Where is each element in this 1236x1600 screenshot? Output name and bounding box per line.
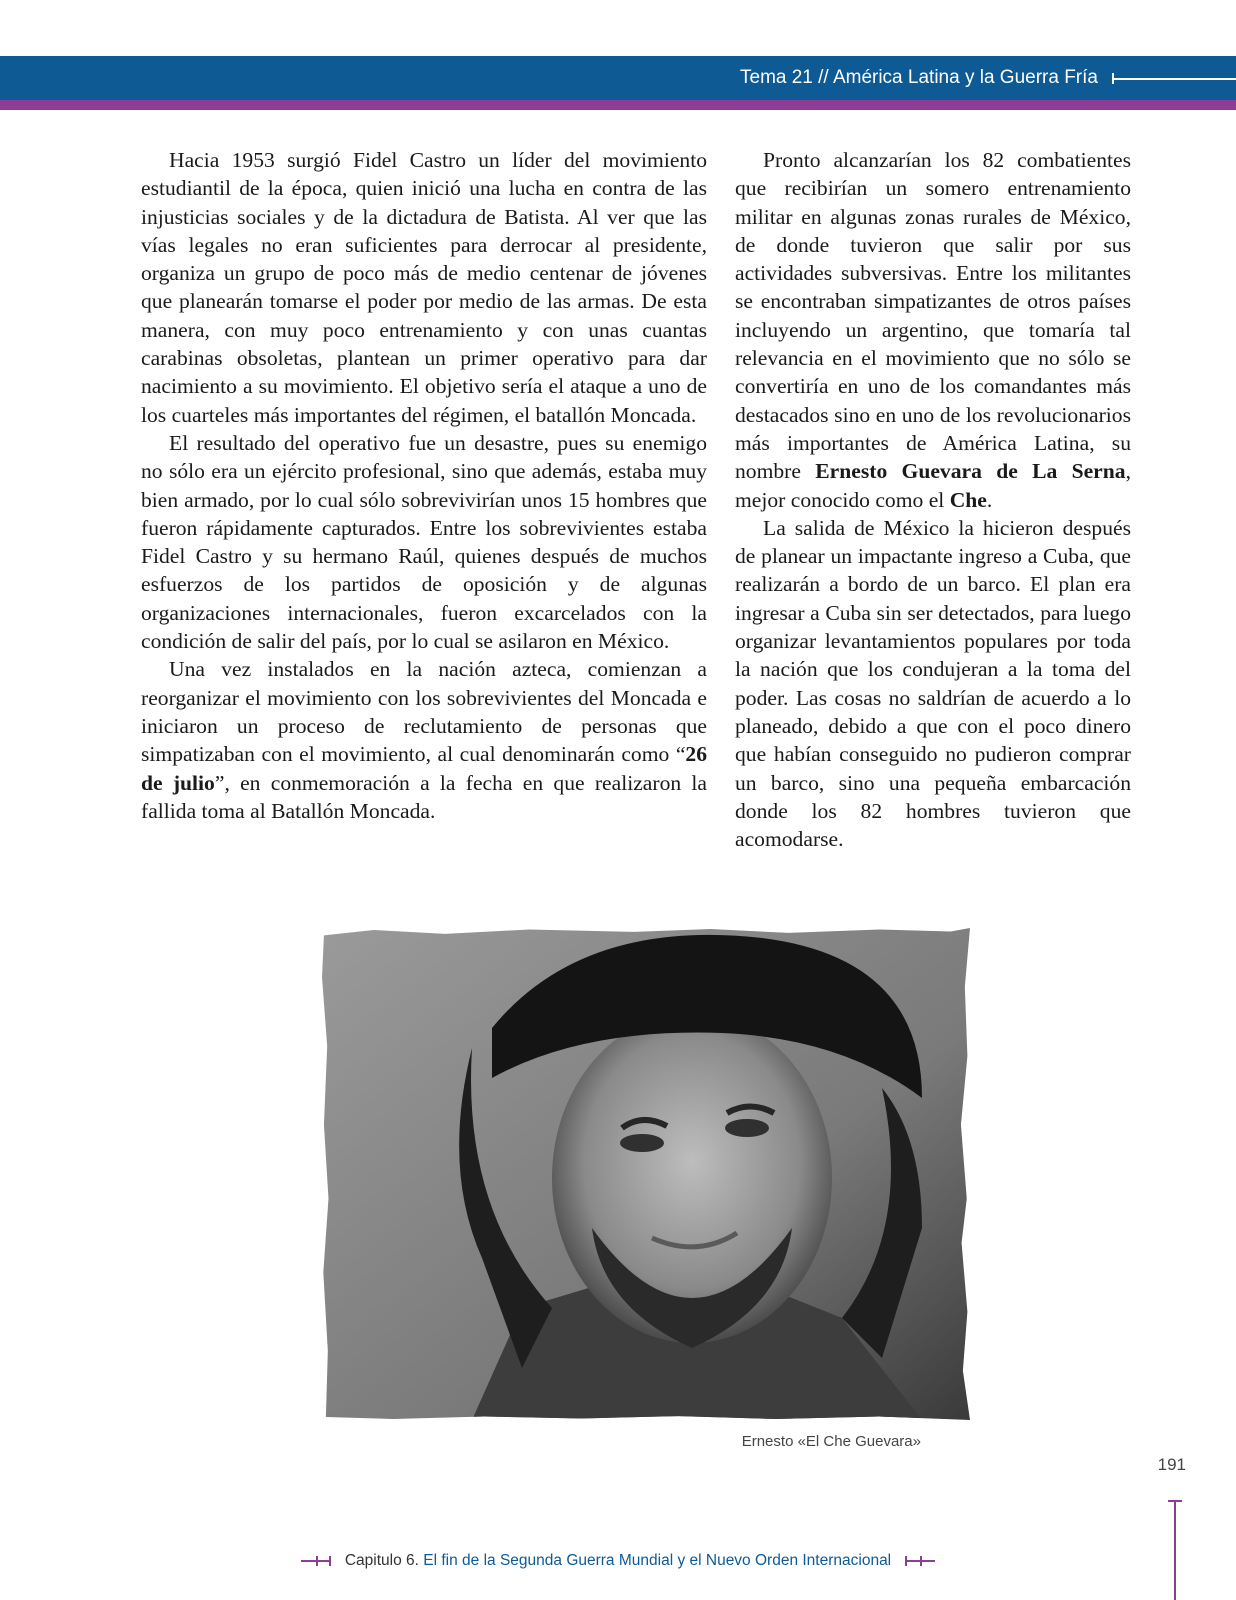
footer — [0, 1552, 1236, 1570]
photo-caption: Ernesto «El Che Guevara» — [741, 1433, 921, 1450]
bold-date: 26 de julio — [141, 742, 707, 795]
paragraph — [735, 514, 1131, 854]
paragraph-text: Hacia 1953 surgió Fidel Castro un líder del movimiento estudiantil de la época, quien inició una lucha en contra de las injusticias sociales y de la dictadura de Batista. Al ver que las vías legales no eran suficientes para derrocar al presidente, organiza un grupo de poco más de medio centenar de jóvenes que planearán tomarse el poder por medio de las armas. De esta manera, con muy poco entrenamiento y con unas cuantas carabinas obsoletas, plantean un primer operativo para dar nacimiento a su movimiento. El objetivo sería el ataque a uno de los cuarteles más importantes del régimen, el batallón Moncada. — [141, 148, 707, 427]
footer-decoration-right — [905, 1560, 935, 1562]
header-title: Tema 21 // América Latina y la Guerra Fría — [740, 67, 1098, 88]
header-tick — [1112, 73, 1114, 84]
page-number: 191 — [1157, 1455, 1186, 1474]
portrait-photo — [322, 928, 970, 1420]
paragraph-text: La salida de México la hicieron después de planear un impactante ingreso a Cuba, que realizarán a bordo de un barco. El plan era ingresar a Cuba sin ser detectados, para luego organizar levantamientos populares por toda la nación que los condujeran a la toma del poder. Las cosas no saldrían de acuerdo a lo planeado, debido a que con el poco dinero que habían conseguido no pudieron comprar un barco, sino una pequeña embarcación donde los 82 hombres tuvieron que acomodarse. — [735, 515, 1131, 852]
bold-nickname: Che — [949, 487, 987, 512]
paragraph — [141, 429, 707, 655]
right-column — [735, 146, 1131, 853]
footer-chapter: Capitulo 6. — [344, 1552, 419, 1569]
paragraph-text: . — [986, 487, 993, 512]
footer-chapter-title: El fin de la Segunda Guerra Mundial y el Nuevo Orden Internacional — [423, 1552, 892, 1569]
paragraph-text: El resultado del operativo fue un desastre, pues su enemigo no sólo era un ejército profesional, sino que además, estaba muy bien armado, por lo cual sólo sobrevivirían unos 15 hombres que fueron rápidamente capturados. Entre los sobrevivientes estaba Fidel Castro y su hermano Raúl, quienes después de muchos esfuerzos de los partidos de oposición y de algunas organizaciones internacionales, fueron excarcelados con la condición de salir del país, por lo cual se asilaron en México. — [141, 430, 707, 654]
paragraph — [735, 146, 1131, 514]
paragraph-text: Una vez instalados en la nación azteca, comienzan a reorganizar el movimiento con los sobrevivientes del Moncada e iniciaron un proceso de reclutamiento de personas que simpatizaban con el movimiento, al cual denominarán como “ — [141, 657, 707, 767]
portrait-image — [322, 928, 970, 1420]
left-column — [141, 146, 707, 825]
paragraph — [141, 655, 707, 825]
bold-name: Ernesto Guevara de La Serna — [815, 459, 1126, 484]
header-rule — [1112, 78, 1236, 80]
margin-line — [1174, 1500, 1176, 1600]
footer-decoration-left — [301, 1560, 331, 1562]
margin-tick — [1168, 1500, 1182, 1502]
paragraph-text: , mejor conocido como el — [735, 459, 1131, 512]
paragraph — [141, 146, 707, 429]
paragraph-text: ”, en conmemoración a la fecha en que realizaron la fallida toma al Batallón Moncada. — [141, 770, 707, 823]
paragraph-text: Pronto alcanzarían los 82 combatientes que recibirían un somero entrenamiento militar en algunas zonas rurales de México, de donde tuvieron que salir por sus actividades subversivas. Entre los militantes se encontraban simpatizantes de otros países incluyendo un argentino, que tomaría tal relevancia en el movimiento que no sólo se convertiría en uno de los comandantes más destacados sino en uno de los revolucionarios más importantes de América Latina, su nombre — [735, 148, 1131, 484]
header-stripe — [0, 100, 1236, 110]
